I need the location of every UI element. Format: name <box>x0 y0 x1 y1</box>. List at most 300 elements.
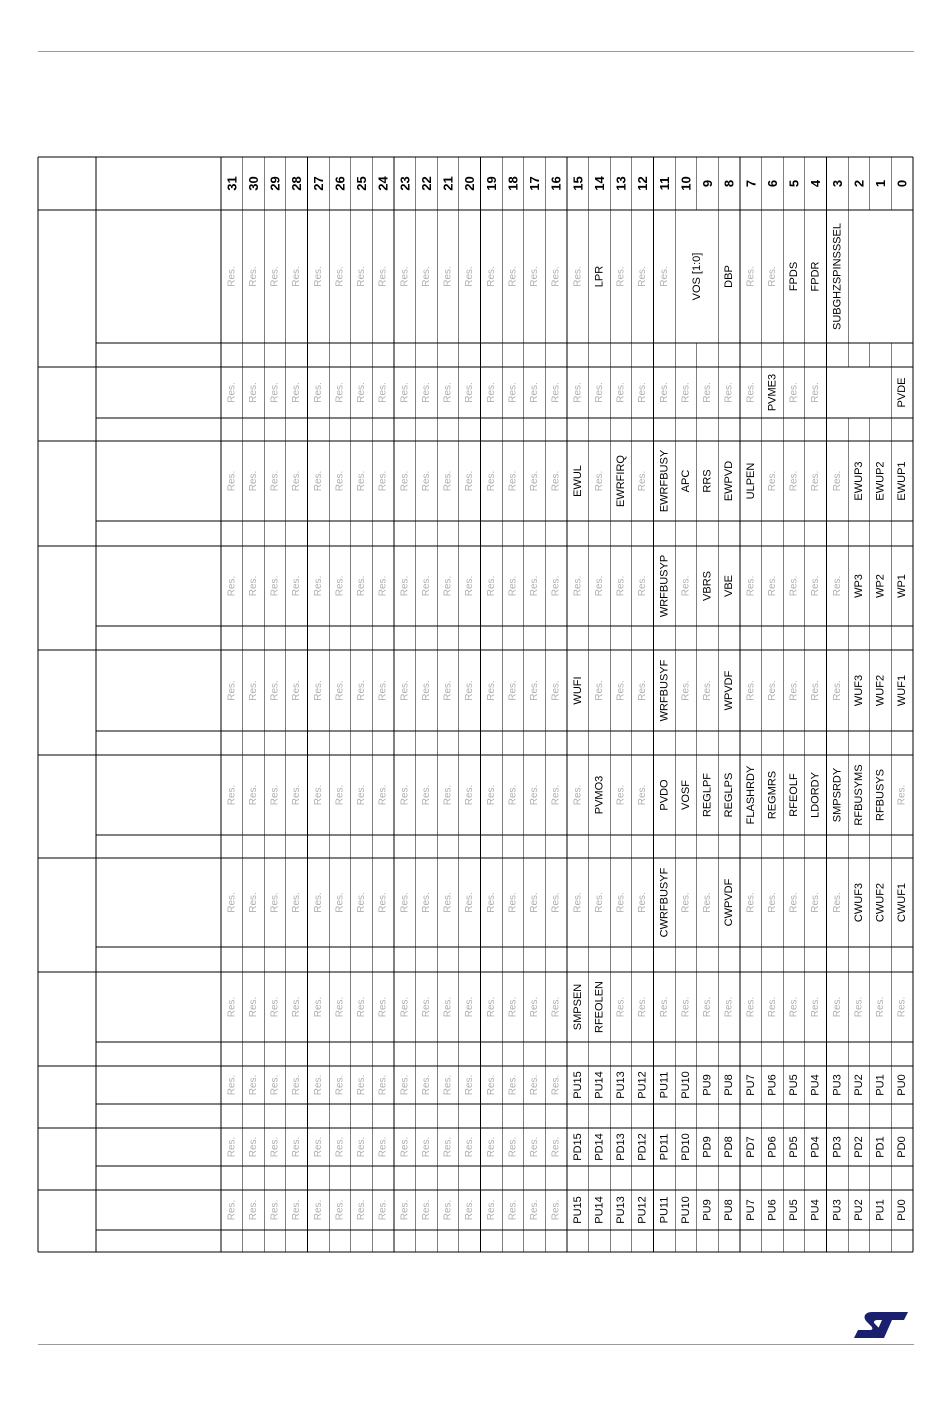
reserved-bit-label: Res. <box>550 266 562 287</box>
reserved-bit-label: Res. <box>442 1136 454 1158</box>
reserved-bit-label: Res. <box>831 996 843 1018</box>
field-cwrfbusyf: CWRFBUSYF <box>658 867 671 938</box>
reserved-bit-label: Res. <box>356 575 368 597</box>
reserved-bit-label: Res. <box>464 382 476 403</box>
field-vosf: VOSF <box>679 780 692 810</box>
bit-number-14: 14 <box>591 176 607 191</box>
field-fpdr: FPDR <box>809 261 822 292</box>
field-pu5: PU5 <box>788 1199 801 1221</box>
bit-number-3: 3 <box>829 179 845 188</box>
field-wp2: WP2 <box>874 574 887 598</box>
field-pu12: PU12 <box>636 1196 649 1224</box>
field-pu9: PU9 <box>701 1199 714 1221</box>
field-pd2: PD2 <box>852 1136 865 1158</box>
bit-number-27: 27 <box>310 176 326 191</box>
reserved-bit-label: Res. <box>442 892 454 913</box>
reserved-bit-label: Res. <box>831 680 843 701</box>
reserved-bit-label: Res. <box>247 680 259 701</box>
reserved-bit-label: Res. <box>226 996 238 1018</box>
reserved-bit-label: Res. <box>464 1136 476 1158</box>
reserved-bit-label: Res. <box>788 996 800 1018</box>
reserved-bit-label: Res. <box>420 1074 432 1096</box>
bit-number-2: 2 <box>851 179 867 188</box>
reserved-bit-label: Res. <box>485 784 497 806</box>
reserved-bit-label: Res. <box>464 266 476 287</box>
field-wrfbusyf: WRFBUSYF <box>658 659 671 722</box>
reserved-bit-label: Res. <box>507 784 519 806</box>
field-pu10: PU10 <box>679 1071 692 1099</box>
reserved-bit-label: Res. <box>615 996 627 1018</box>
reserved-bit-label: Res. <box>550 382 562 403</box>
reserved-bit-label: Res. <box>226 1199 238 1221</box>
reserved-bit-label: Res. <box>637 470 649 492</box>
reserved-bit-label: Res. <box>399 996 411 1018</box>
reserved-bit-label: Res. <box>269 575 281 597</box>
reserved-bit-label: Res. <box>334 266 346 287</box>
reserved-bit-label: Res. <box>226 382 238 403</box>
reserved-bit-label: Res. <box>420 1136 432 1158</box>
reserved-bit-label: Res. <box>507 382 519 403</box>
reserved-bit-label: Res. <box>420 266 432 287</box>
field-pvdo: PVDO <box>658 779 671 811</box>
reserved-bit-label: Res. <box>356 892 368 913</box>
reserved-bit-label: Res. <box>766 470 778 492</box>
reserved-bit-label: Res. <box>529 996 541 1018</box>
reserved-bit-label: Res. <box>896 996 908 1018</box>
reserved-bit-label: Res. <box>593 382 605 403</box>
reserved-bit-label: Res. <box>485 382 497 403</box>
reserved-bit-label: Res. <box>550 680 562 701</box>
reserved-bit-label: Res. <box>485 575 497 597</box>
reserved-bit-label: Res. <box>226 266 238 287</box>
reserved-bit-label: Res. <box>593 575 605 597</box>
reserved-bit-label: Res. <box>269 470 281 492</box>
reserved-bit-label: Res. <box>529 784 541 806</box>
reserved-bit-label: Res. <box>377 892 389 913</box>
bit-number-28: 28 <box>289 176 305 191</box>
reserved-bit-label: Res. <box>702 996 714 1018</box>
bit-number-17: 17 <box>527 176 543 191</box>
reserved-bit-label: Res. <box>291 1074 303 1096</box>
reserved-bit-label: Res. <box>788 892 800 913</box>
field-pu13: PU13 <box>615 1071 628 1099</box>
reserved-bit-label: Res. <box>442 266 454 287</box>
reserved-bit-label: Res. <box>291 892 303 913</box>
reserved-bit-label: Res. <box>550 1199 562 1221</box>
field-pd9: PD9 <box>701 1136 714 1158</box>
field-ulpen: ULPEN <box>744 462 757 500</box>
field-dbp: DBP <box>723 265 736 288</box>
field-wp1: WP1 <box>896 574 909 598</box>
field-pd14: PD14 <box>593 1133 606 1161</box>
reserved-bit-label: Res. <box>637 575 649 597</box>
reserved-bit-label: Res. <box>745 266 757 287</box>
field-pu1: PU1 <box>874 1074 887 1096</box>
field-smpsen: SMPSEN <box>571 983 584 1031</box>
field-wuf1: WUF1 <box>896 674 909 707</box>
reserved-bit-label: Res. <box>637 996 649 1018</box>
reserved-bit-label: Res. <box>442 1074 454 1096</box>
bit-number-22: 22 <box>418 176 434 191</box>
reserved-bit-label: Res. <box>356 382 368 403</box>
bit-number-8: 8 <box>721 179 737 188</box>
reserved-bit-label: Res. <box>269 996 281 1018</box>
field-cwuf3: CWUF3 <box>852 882 865 923</box>
reserved-bit-label: Res. <box>356 680 368 701</box>
reserved-bit-label: Res. <box>269 266 281 287</box>
field-fpds: FPDS <box>788 261 801 292</box>
reserved-bit-label: Res. <box>420 382 432 403</box>
field-reglps: REGLPS <box>723 772 736 818</box>
reserved-bit-label: Res. <box>312 892 324 913</box>
reserved-bit-label: Res. <box>291 1136 303 1158</box>
field-pvmo3: PVMO3 <box>593 775 606 815</box>
reserved-bit-label: Res. <box>356 784 368 806</box>
field-pu4: PU4 <box>809 1074 822 1096</box>
reserved-bit-label: Res. <box>896 784 908 806</box>
reserved-bit-label: Res. <box>766 892 778 913</box>
reserved-bit-label: Res. <box>507 1199 519 1221</box>
field-pu11: PU11 <box>658 1196 671 1224</box>
reserved-bit-label: Res. <box>507 1074 519 1096</box>
reserved-bit-label: Res. <box>615 892 627 913</box>
reserved-bit-label: Res. <box>269 892 281 913</box>
field-pd7: PD7 <box>744 1136 757 1158</box>
reserved-bit-label: Res. <box>529 1136 541 1158</box>
reserved-bit-label: Res. <box>291 1199 303 1221</box>
field-flashrdy: FLASHRDY <box>744 765 757 825</box>
reserved-bit-label: Res. <box>529 382 541 403</box>
field-ewup1: EWUP1 <box>896 461 909 501</box>
reserved-bit-label: Res. <box>529 575 541 597</box>
field-rfeolf: RFEOLF <box>788 773 801 817</box>
reserved-bit-label: Res. <box>745 680 757 701</box>
reserved-bit-label: Res. <box>637 892 649 913</box>
bit-number-13: 13 <box>613 176 629 191</box>
reserved-bit-label: Res. <box>507 996 519 1018</box>
reserved-bit-label: Res. <box>291 575 303 597</box>
field-pu0: PU0 <box>896 1074 909 1096</box>
field-pu5: PU5 <box>788 1074 801 1096</box>
reserved-bit-label: Res. <box>312 1074 324 1096</box>
reserved-bit-label: Res. <box>226 1074 238 1096</box>
field-rrs: RRS <box>701 469 714 493</box>
reserved-bit-label: Res. <box>593 892 605 913</box>
reserved-bit-label: Res. <box>875 996 887 1018</box>
reserved-bit-label: Res. <box>810 382 822 403</box>
bit-number-30: 30 <box>245 176 261 191</box>
bit-number-4: 4 <box>808 179 824 188</box>
field-ewup3: EWUP3 <box>852 461 865 501</box>
reserved-bit-label: Res. <box>702 892 714 913</box>
reserved-bit-label: Res. <box>312 470 324 492</box>
reserved-bit-label: Res. <box>485 996 497 1018</box>
field-wpvdf: WPVDF <box>723 670 736 711</box>
reserved-bit-label: Res. <box>637 382 649 403</box>
reserved-bit-label: Res. <box>745 996 757 1018</box>
reserved-bit-label: Res. <box>377 1199 389 1221</box>
field-pd12: PD12 <box>636 1133 649 1161</box>
field-vbrs: VBRS <box>701 571 714 601</box>
reserved-bit-label: Res. <box>377 784 389 806</box>
reserved-bit-label: Res. <box>464 892 476 913</box>
reserved-bit-label: Res. <box>334 996 346 1018</box>
reserved-bit-label: Res. <box>766 996 778 1018</box>
reserved-bit-label: Res. <box>442 1199 454 1221</box>
reserved-bit-label: Res. <box>399 575 411 597</box>
field-lpr: LPR <box>593 265 606 288</box>
reserved-bit-label: Res. <box>766 680 778 701</box>
reserved-bit-label: Res. <box>550 1136 562 1158</box>
reserved-bit-label: Res. <box>247 1074 259 1096</box>
reserved-bit-label: Res. <box>420 470 432 492</box>
field-pvme3: PVME3 <box>766 373 779 412</box>
field-pu15: PU15 <box>571 1196 584 1224</box>
reserved-bit-label: Res. <box>485 470 497 492</box>
reserved-bit-label: Res. <box>810 680 822 701</box>
reserved-bit-label: Res. <box>507 266 519 287</box>
reserved-bit-label: Res. <box>550 470 562 492</box>
reserved-bit-label: Res. <box>572 892 584 913</box>
field-reglpf: REGLPF <box>701 772 714 818</box>
reserved-bit-label: Res. <box>442 680 454 701</box>
field-pd0: PD0 <box>896 1136 909 1158</box>
reserved-bit-label: Res. <box>356 1074 368 1096</box>
bit-number-7: 7 <box>743 179 759 188</box>
reserved-bit-label: Res. <box>226 575 238 597</box>
field-pu8: PU8 <box>723 1199 736 1221</box>
reserved-bit-label: Res. <box>529 680 541 701</box>
field-pu14: PU14 <box>593 1071 606 1099</box>
reserved-bit-label: Res. <box>247 382 259 403</box>
bit-number-16: 16 <box>548 176 564 191</box>
field-pu4: PU4 <box>809 1199 822 1221</box>
reserved-bit-label: Res. <box>442 382 454 403</box>
reserved-bit-label: Res. <box>291 470 303 492</box>
reserved-bit-label: Res. <box>723 996 735 1018</box>
field-pu2: PU2 <box>852 1199 865 1221</box>
reserved-bit-label: Res. <box>399 266 411 287</box>
reserved-bit-label: Res. <box>334 470 346 492</box>
reserved-bit-label: Res. <box>312 1199 324 1221</box>
reserved-bit-label: Res. <box>356 1199 368 1221</box>
reserved-bit-label: Res. <box>593 680 605 701</box>
field-pd4: PD4 <box>809 1136 822 1158</box>
reserved-bit-label: Res. <box>247 996 259 1018</box>
reserved-bit-label: Res. <box>247 892 259 913</box>
reserved-bit-label: Res. <box>399 1199 411 1221</box>
reserved-bit-label: Res. <box>377 1074 389 1096</box>
reserved-bit-label: Res. <box>831 575 843 597</box>
reserved-bit-label: Res. <box>334 680 346 701</box>
reserved-bit-label: Res. <box>831 892 843 913</box>
reserved-bit-label: Res. <box>831 470 843 492</box>
reserved-bit-label: Res. <box>788 680 800 701</box>
reserved-bit-label: Res. <box>593 470 605 492</box>
reserved-bit-label: Res. <box>572 784 584 806</box>
field-pu11: PU11 <box>658 1071 671 1099</box>
reserved-bit-label: Res. <box>420 784 432 806</box>
field-pu6: PU6 <box>766 1199 779 1221</box>
field-wufi: WUFI <box>571 676 584 705</box>
reserved-bit-label: Res. <box>420 996 432 1018</box>
reserved-bit-label: Res. <box>312 996 324 1018</box>
reserved-bit-label: Res. <box>810 892 822 913</box>
reserved-bit-label: Res. <box>226 680 238 701</box>
reserved-bit-label: Res. <box>399 784 411 806</box>
field-pd6: PD6 <box>766 1136 779 1158</box>
reserved-bit-label: Res. <box>766 266 778 287</box>
reserved-bit-label: Res. <box>312 784 324 806</box>
reserved-bit-label: Res. <box>464 1074 476 1096</box>
reserved-bit-label: Res. <box>377 470 389 492</box>
reserved-bit-label: Res. <box>399 382 411 403</box>
reserved-bit-label: Res. <box>334 382 346 403</box>
reserved-bit-label: Res. <box>615 266 627 287</box>
reserved-bit-label: Res. <box>420 892 432 913</box>
field-wrfbusyp: WRFBUSYP <box>658 554 671 618</box>
reserved-bit-label: Res. <box>377 575 389 597</box>
field-pu6: PU6 <box>766 1074 779 1096</box>
reserved-bit-label: Res. <box>312 680 324 701</box>
reserved-bit-label: Res. <box>312 382 324 403</box>
reserved-bit-label: Res. <box>637 266 649 287</box>
reserved-bit-label: Res. <box>658 266 670 287</box>
reserved-bit-label: Res. <box>291 382 303 403</box>
reserved-bit-label: Res. <box>658 996 670 1018</box>
field-pd3: PD3 <box>831 1136 844 1158</box>
reserved-bit-label: Res. <box>680 892 692 913</box>
field-pd13: PD13 <box>615 1133 628 1161</box>
reserved-bit-label: Res. <box>356 1136 368 1158</box>
reserved-bit-label: Res. <box>529 470 541 492</box>
reserved-bit-label: Res. <box>334 892 346 913</box>
reserved-bit-label: Res. <box>464 996 476 1018</box>
reserved-bit-label: Res. <box>788 382 800 403</box>
reserved-bit-label: Res. <box>507 470 519 492</box>
field-cwuf2: CWUF2 <box>874 882 887 923</box>
reserved-bit-label: Res. <box>745 382 757 403</box>
field-ewrfbusy: EWRFBUSY <box>658 449 671 513</box>
reserved-bit-label: Res. <box>550 575 562 597</box>
field-rfbusys: RFBUSYS <box>874 769 887 821</box>
bit-number-1: 1 <box>873 179 889 188</box>
reserved-bit-label: Res. <box>637 680 649 701</box>
reserved-bit-label: Res. <box>377 266 389 287</box>
reserved-bit-label: Res. <box>658 382 670 403</box>
field-ewup2: EWUP2 <box>874 461 887 501</box>
reserved-bit-label: Res. <box>485 892 497 913</box>
reserved-bit-label: Res. <box>399 1136 411 1158</box>
field-cwpvdf: CWPVDF <box>723 878 736 927</box>
reserved-bit-label: Res. <box>615 680 627 701</box>
reserved-bit-label: Res. <box>247 1199 259 1221</box>
bit-number-9: 9 <box>700 179 716 188</box>
field-pu2: PU2 <box>852 1074 865 1096</box>
bit-number-12: 12 <box>635 176 651 191</box>
reserved-bit-label: Res. <box>529 892 541 913</box>
reserved-bit-label: Res. <box>464 680 476 701</box>
reserved-bit-label: Res. <box>507 892 519 913</box>
reserved-bit-label: Res. <box>226 1136 238 1158</box>
reserved-bit-label: Res. <box>680 382 692 403</box>
field-smpsrdy: SMPSRDY <box>831 767 844 823</box>
field-cwuf1: CWUF1 <box>896 882 909 923</box>
reserved-bit-label: Res. <box>529 1199 541 1221</box>
reserved-bit-label: Res. <box>247 1136 259 1158</box>
reserved-bit-label: Res. <box>788 470 800 492</box>
reserved-bit-label: Res. <box>680 575 692 597</box>
field-pu12: PU12 <box>636 1071 649 1099</box>
field-ewrfirq: EWRFIRQ <box>615 455 628 507</box>
reserved-bit-label: Res. <box>399 1074 411 1096</box>
reserved-bit-label: Res. <box>269 1199 281 1221</box>
field-wuf3: WUF3 <box>852 674 865 707</box>
bit-number-23: 23 <box>397 176 413 191</box>
bit-number-5: 5 <box>786 179 802 188</box>
field-pd11: PD11 <box>658 1133 671 1161</box>
field-regmrs: REGMRS <box>766 770 779 820</box>
reserved-bit-label: Res. <box>291 266 303 287</box>
bit-number-6: 6 <box>764 179 780 188</box>
reserved-bit-label: Res. <box>226 784 238 806</box>
reserved-bit-label: Res. <box>615 784 627 806</box>
reserved-bit-label: Res. <box>247 470 259 492</box>
reserved-bit-label: Res. <box>442 470 454 492</box>
reserved-bit-label: Res. <box>377 1136 389 1158</box>
field-ldordy: LDORDY <box>809 772 822 818</box>
reserved-bit-label: Res. <box>291 680 303 701</box>
field-pu9: PU9 <box>701 1074 714 1096</box>
reserved-bit-label: Res. <box>464 470 476 492</box>
reserved-bit-label: Res. <box>334 784 346 806</box>
field-wuf2: WUF2 <box>874 674 887 707</box>
reserved-bit-label: Res. <box>550 784 562 806</box>
field-pd10: PD10 <box>679 1133 692 1161</box>
reserved-bit-label: Res. <box>334 1074 346 1096</box>
reserved-bit-label: Res. <box>226 470 238 492</box>
reserved-bit-label: Res. <box>637 784 649 806</box>
reserved-bit-label: Res. <box>572 266 584 287</box>
bit-number-11: 11 <box>656 176 672 191</box>
field-vos-1-0-: VOS [1:0] <box>690 252 703 301</box>
reserved-bit-label: Res. <box>464 575 476 597</box>
reserved-bit-label: Res. <box>377 680 389 701</box>
reserved-bit-label: Res. <box>247 266 259 287</box>
field-pu3: PU3 <box>831 1074 844 1096</box>
field-pu7: PU7 <box>744 1074 757 1096</box>
reserved-bit-label: Res. <box>420 575 432 597</box>
bit-number-29: 29 <box>267 176 283 191</box>
reserved-bit-label: Res. <box>399 680 411 701</box>
bit-number-25: 25 <box>354 176 370 191</box>
reserved-bit-label: Res. <box>572 575 584 597</box>
reserved-bit-label: Res. <box>485 1136 497 1158</box>
reserved-bit-label: Res. <box>550 996 562 1018</box>
reserved-bit-label: Res. <box>529 1074 541 1096</box>
reserved-bit-label: Res. <box>810 575 822 597</box>
reserved-bit-label: Res. <box>723 382 735 403</box>
reserved-bit-label: Res. <box>356 266 368 287</box>
reserved-bit-label: Res. <box>485 1199 497 1221</box>
reserved-bit-label: Res. <box>702 382 714 403</box>
reserved-bit-label: Res. <box>680 680 692 701</box>
reserved-bit-label: Res. <box>853 996 865 1018</box>
reserved-bit-label: Res. <box>334 575 346 597</box>
reserved-bit-label: Res. <box>615 382 627 403</box>
reserved-bit-label: Res. <box>247 575 259 597</box>
reserved-bit-label: Res. <box>356 996 368 1018</box>
